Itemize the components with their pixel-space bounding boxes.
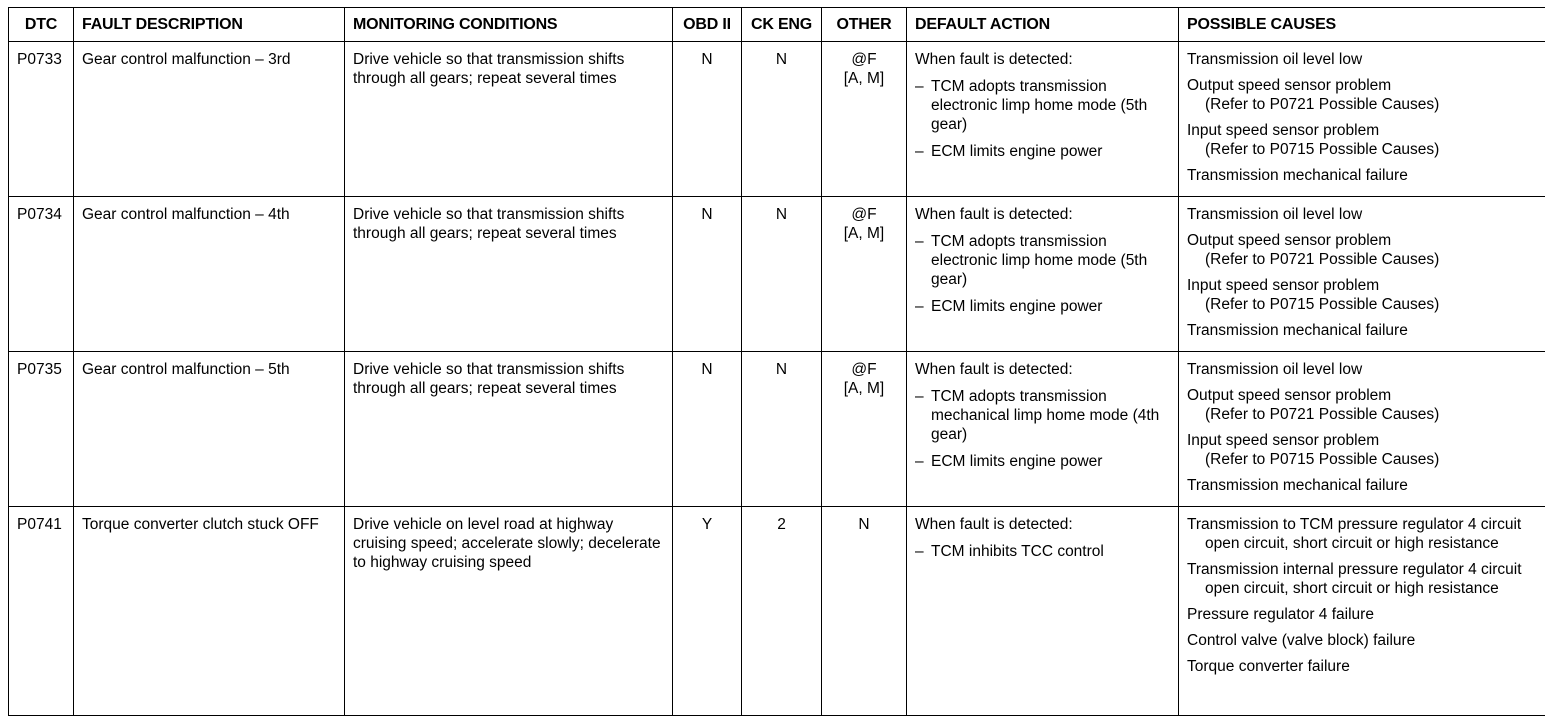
header-dtc: DTC <box>9 8 74 42</box>
possible-cause-text: Torque converter failure <box>1187 658 1350 675</box>
dtc-code-cell <box>9 507 74 716</box>
ck-eng-value: N <box>775 361 788 378</box>
possible-cause-item <box>1187 205 1537 224</box>
possible-cause-text: Transmission oil level low <box>1187 361 1363 378</box>
other-value: @F <box>851 51 877 68</box>
possible-cause-text: Output speed sensor problem <box>1187 387 1392 404</box>
possible-cause-item <box>1187 231 1537 269</box>
table-row <box>9 352 1545 507</box>
possible-cause-text: Input speed sensor problem <box>1187 122 1380 139</box>
possible-cause-item <box>1187 431 1537 469</box>
possible-cause-item <box>1187 476 1537 495</box>
fault-description-cell <box>74 197 345 352</box>
default-action-text: TCM adopts transmission mechanical limp home mode (4th gear) <box>931 388 1160 443</box>
obd-ii-value: Y <box>701 516 713 533</box>
possible-cause-text: Transmission to TCM pressure regulator 4 circuit open circuit, short circuit or high resistance <box>1187 516 1522 552</box>
dash-bullet-icon: – <box>915 453 924 470</box>
fault-description-cell <box>74 507 345 716</box>
possible-cause-text: Transmission mechanical failure <box>1187 167 1408 184</box>
possible-cause-text: Output speed sensor problem <box>1187 77 1392 94</box>
other-cell <box>822 42 907 197</box>
header-fault-description: FAULT DESCRIPTION <box>74 8 345 42</box>
obd-ii-value: N <box>701 206 713 223</box>
default-action-cell <box>907 42 1179 197</box>
possible-cause-item <box>1187 605 1537 624</box>
other-cell <box>822 352 907 507</box>
fault-description: Gear control malfunction – 3rd <box>82 51 291 68</box>
possible-cause-text: Input speed sensor problem <box>1187 277 1380 294</box>
possible-cause-reference: (Refer to P0721 Possible Causes) <box>1205 96 1440 113</box>
possible-cause-text: Transmission mechanical failure <box>1187 477 1408 494</box>
possible-cause-item <box>1187 276 1537 314</box>
dtc-table <box>8 7 1545 716</box>
possible-cause-text: Transmission oil level low <box>1187 51 1363 68</box>
possible-cause-text: Output speed sensor problem <box>1187 232 1392 249</box>
default-action-item <box>915 232 1170 289</box>
possible-cause-text: Pressure regulator 4 failure <box>1187 606 1374 623</box>
obd-ii-cell <box>673 42 742 197</box>
ck-eng-cell <box>742 42 822 197</box>
default-action-text: TCM adopts transmission electronic limp home mode (5th gear) <box>931 78 1148 133</box>
default-action-intro: When fault is detected: <box>915 516 1073 533</box>
fault-description-cell <box>74 42 345 197</box>
header-monitoring-conditions: MONITORING CONDITIONS <box>345 8 673 42</box>
dash-bullet-icon: – <box>915 233 924 250</box>
monitoring-conditions: Drive vehicle so that transmission shifts through all gears; repeat several times <box>353 206 625 242</box>
possible-cause-item <box>1187 50 1537 69</box>
ck-eng-cell <box>742 197 822 352</box>
monitoring-conditions: Drive vehicle so that transmission shifts through all gears; repeat several times <box>353 51 625 87</box>
ck-eng-value: N <box>775 51 788 68</box>
obd-ii-cell <box>673 507 742 716</box>
dtc-code-cell <box>9 42 74 197</box>
possible-cause-item <box>1187 76 1537 114</box>
dtc-code: P0733 <box>17 51 62 68</box>
possible-cause-item <box>1187 386 1537 424</box>
monitoring-conditions: Drive vehicle on level road at highway cruising speed; accelerate slowly; decelerate to highway cruising speed <box>353 516 661 571</box>
possible-cause-item <box>1187 657 1537 676</box>
fault-description: Gear control malfunction – 5th <box>82 361 290 378</box>
header-possible-causes: POSSIBLE CAUSES <box>1179 8 1545 42</box>
ck-eng-cell <box>742 352 822 507</box>
obd-ii-cell <box>673 352 742 507</box>
default-action-cell <box>907 507 1179 716</box>
header-obd-ii: OBD II <box>673 8 742 42</box>
dtc-code: P0735 <box>17 361 62 378</box>
possible-cause-text: Transmission mechanical failure <box>1187 322 1408 339</box>
possible-causes-cell <box>1179 507 1545 716</box>
obd-ii-cell <box>673 197 742 352</box>
other-value: [A, M] <box>843 380 885 397</box>
default-action-item <box>915 77 1170 134</box>
header-row <box>9 8 1545 42</box>
dash-bullet-icon: – <box>915 388 924 405</box>
default-action-item <box>915 542 1170 561</box>
ck-eng-value: N <box>775 206 788 223</box>
default-action-cell <box>907 352 1179 507</box>
header-other: OTHER <box>822 8 907 42</box>
possible-causes-cell <box>1179 197 1545 352</box>
obd-ii-value: N <box>701 51 713 68</box>
possible-cause-item <box>1187 166 1537 185</box>
other-cell <box>822 197 907 352</box>
dash-bullet-icon: – <box>915 143 924 160</box>
fault-description: Gear control malfunction – 4th <box>82 206 290 223</box>
possible-causes-cell <box>1179 42 1545 197</box>
dtc-code-cell <box>9 197 74 352</box>
obd-ii-value: N <box>701 361 713 378</box>
possible-causes-cell <box>1179 352 1545 507</box>
other-value: [A, M] <box>843 70 885 87</box>
ck-eng-value: 2 <box>777 516 786 533</box>
default-action-item <box>915 297 1170 316</box>
possible-cause-reference: (Refer to P0715 Possible Causes) <box>1205 296 1440 313</box>
default-action-intro: When fault is detected: <box>915 206 1073 223</box>
other-value: @F <box>851 361 877 378</box>
possible-cause-item <box>1187 631 1537 650</box>
other-value: [A, M] <box>843 225 885 242</box>
header-ck-eng: CK ENG <box>742 8 822 42</box>
possible-cause-reference: (Refer to P0715 Possible Causes) <box>1205 141 1440 158</box>
monitoring-conditions-cell <box>345 42 673 197</box>
monitoring-conditions: Drive vehicle so that transmission shifts through all gears; repeat several times <box>353 361 625 397</box>
table-row <box>9 507 1545 716</box>
possible-cause-item <box>1187 321 1537 340</box>
possible-cause-reference: (Refer to P0721 Possible Causes) <box>1205 406 1440 423</box>
dtc-code: P0741 <box>17 516 62 533</box>
possible-cause-text: Transmission internal pressure regulator 4 circuit open circuit, short circuit or high resistance <box>1187 561 1522 597</box>
monitoring-conditions-cell <box>345 507 673 716</box>
default-action-text: ECM limits engine power <box>931 453 1103 470</box>
table-row <box>9 42 1545 197</box>
default-action-item <box>915 452 1170 471</box>
monitoring-conditions-cell <box>345 197 673 352</box>
possible-cause-item <box>1187 121 1537 159</box>
possible-cause-text: Input speed sensor problem <box>1187 432 1380 449</box>
default-action-intro: When fault is detected: <box>915 51 1073 68</box>
possible-cause-text: Transmission oil level low <box>1187 206 1363 223</box>
fault-description-cell <box>74 352 345 507</box>
other-cell <box>822 507 907 716</box>
default-action-text: ECM limits engine power <box>931 143 1103 160</box>
fault-description: Torque converter clutch stuck OFF <box>82 516 319 533</box>
other-value: @F <box>851 206 877 223</box>
default-action-item <box>915 387 1170 444</box>
possible-cause-reference: (Refer to P0715 Possible Causes) <box>1205 451 1440 468</box>
default-action-item <box>915 142 1170 161</box>
possible-cause-item <box>1187 515 1537 553</box>
header-default-action: DEFAULT ACTION <box>907 8 1179 42</box>
possible-cause-reference: (Refer to P0721 Possible Causes) <box>1205 251 1440 268</box>
default-action-text: TCM adopts transmission electronic limp home mode (5th gear) <box>931 233 1148 288</box>
dash-bullet-icon: – <box>915 298 924 315</box>
default-action-text: ECM limits engine power <box>931 298 1103 315</box>
default-action-intro: When fault is detected: <box>915 361 1073 378</box>
default-action-text: TCM inhibits TCC control <box>931 543 1104 560</box>
ck-eng-cell <box>742 507 822 716</box>
table-row <box>9 197 1545 352</box>
possible-cause-item <box>1187 360 1537 379</box>
dash-bullet-icon: – <box>915 78 924 95</box>
possible-cause-text: Control valve (valve block) failure <box>1187 632 1416 649</box>
default-action-cell <box>907 197 1179 352</box>
other-value: N <box>858 516 870 533</box>
possible-cause-item <box>1187 560 1537 598</box>
dtc-code: P0734 <box>17 206 62 223</box>
dtc-code-cell <box>9 352 74 507</box>
monitoring-conditions-cell <box>345 352 673 507</box>
dash-bullet-icon: – <box>915 543 924 560</box>
